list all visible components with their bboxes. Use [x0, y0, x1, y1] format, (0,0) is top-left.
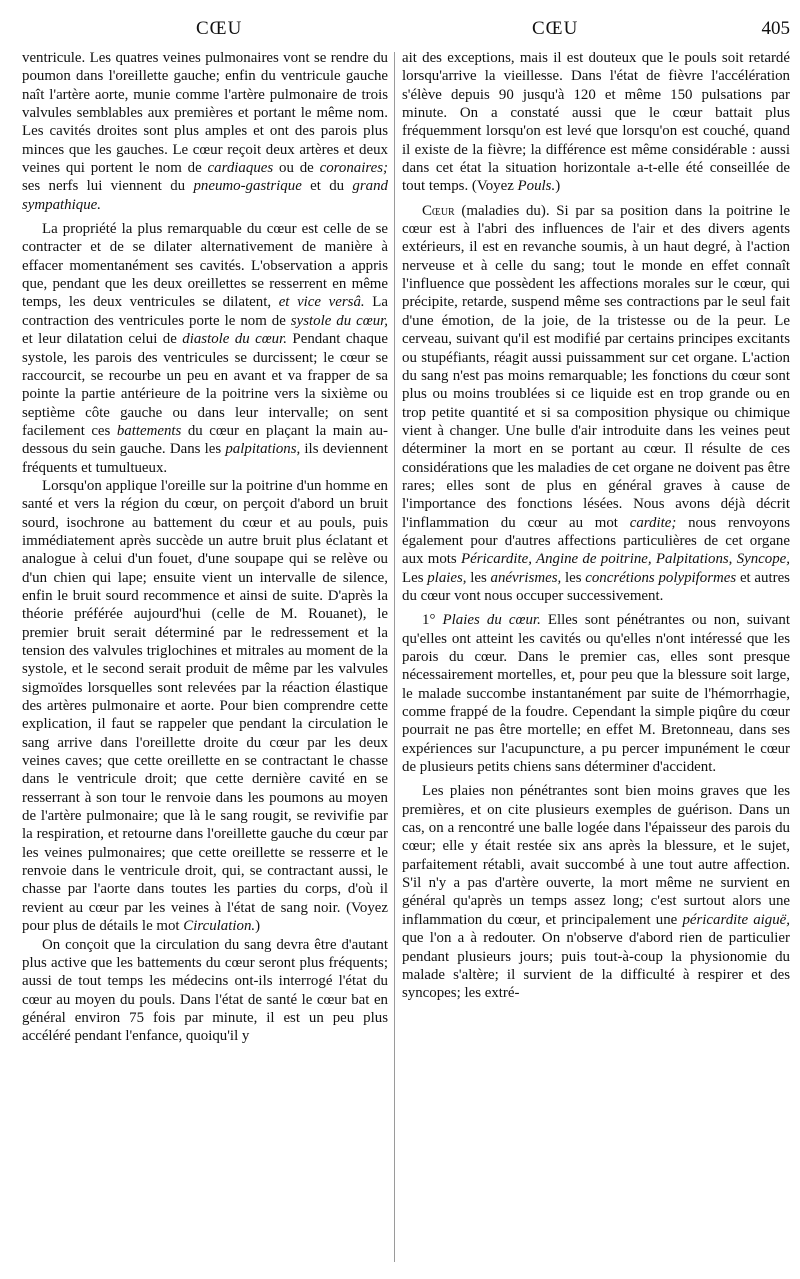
- right-paragraph-1: [402, 49, 790, 196]
- text-run: Les: [402, 569, 428, 586]
- term-circulation: Circulation.: [183, 918, 256, 935]
- term-pericardite-aigue: péricardite aiguë,: [682, 911, 790, 928]
- text-run: (maladies du). Si par sa position dans la poitrine le cœur est à l'abri des influences de l'air et des divers agents extérieurs, il est en revanche soumis, à un haut degré, à l'action nerveuse et à celle du sang; tout le monde en effet connaît l'influence que possèdent les affections morales sur le cœur, qui précipite, retarde, suspend même ses contractions par le seul fait d'une émotion, de la joie, de la tristesse ou de la peur. Le cerveau, suivant qu'il est modifié par certains principes excitants ou stupéfiants, réagit aussi puissamment sur cet organe. L'action du sang n'est pas moins remarquable; les fonctions du cœur sont plus ou moins troublées si ce liquide est en trop grande ou en trop petite quantité et si sa composition physique ou chimique vient à changer. Une bulle d'air introduite dans les veines peut déterminer la mort en se portant au cœur. Il résulte de ces considérations que les maladies de cet organe ne doivent pas être rares; elles sont de plus en général graves à cause de l'importance des fonctions lésées. Nous avons déjà décrit l'inflammation du cœur au mot: [402, 202, 790, 531]
- term-plaies: plaies,: [427, 569, 467, 586]
- term-vice-versa: et vice versâ.: [278, 294, 365, 311]
- text-run: Les plaies non pénétrantes sont bien moins graves que les premières, et on cite plusieurs exemples de guérison. Dans un cas, on a rencontré une balle logée dans l'épaisseur des parois du cœur; elle y était restée six ans après la blessure, et le sujet, parfaitement rétabli, avait succombé à une tout autre affection. S'il n'y a pas d'artère ouverte, la mort même ne survient en général qu'après un temps assez long; c'est surtout alors une inflammation du cœur, et principalement une: [402, 783, 790, 928]
- term-cardite: cardite;: [629, 514, 677, 531]
- text-run: ses nerfs lui viennent du: [22, 178, 194, 195]
- term-grand-sympathique: grand sympathique.: [22, 178, 388, 213]
- text-run: ventricule. Les quatres veines pulmonaires vont se rendre du poumon dans l'oreillette gauche; enfin du ventricule gauche naît l'artère aorte, munie comme l'artère pulmonaire de trois valvules semblables aux premières et portant le même nom. Les cavités droites sont plus amples et ont des parois plus minces que les gauches. Le cœur reçoit deux artères et deux veines qui portent le nom de: [22, 50, 388, 177]
- section-number: 1°: [422, 612, 443, 629]
- text-run: les: [466, 569, 491, 586]
- left-paragraph-4: On conçoit que la circulation du sang devra être d'autant plus active que les battements du cœur seront plus fréquents; aussi de tout temps les médecins ont-ils interrogé l'état du cœur au moyen du pouls. Dans l'état de santé le cœur bat en général environ 75 fois par minute, il est un peu plus accéléré pendant l'enfance, quoiqu'il y: [22, 936, 388, 1045]
- left-running-title: CŒU: [196, 18, 243, 39]
- text-run: et autres du cœur vont nous occuper successivement.: [402, 569, 790, 604]
- text-run: ils deviennent fréquents et tumultueux.: [22, 441, 389, 476]
- text-run: Lorsqu'on applique l'oreille sur la poitrine d'un homme en santé et vers la région du cœur, on perçoit d'abord un bruit sourd, isochrone au battement du cœur et au pouls, puis immédiatement après succède un autre bruit plus éclatant et analogue à celui d'un fouet, d'une soupape qui se relève ou d'un chien qui lape; ensuite vient un intervalle de silence, enfin le bruit sourd recommence et ainsi de suite. D'après la théorie préférée aujourd'hui (celle de M. Rouanet), le premier bruit serait déterminé par le redressement et la tension des valvules triglochines et mitrales au moment de la systole, et le second serait produit de même par les valvules sigmoïdes lorsquelles sont relevées par la réaction élastique des artères pulmonaire et aorte. Pour bien comprendre cette explication, il faut se rappeler que pendant la circulation le sang arrive dans l'oreillette droite du cœur par les deux veines caves; que cette oreillette en se contractant le chasse dans le ventricule droit; que cette dernière cavité en se resserrant à son tour le renvoie dans les poumons au moyen de l'artère pulmonaire; que là le sang rougit, se revivifie par la respiration, et retourne dans l'oreillette gauche du cœur par les veines pulmonaires; que cette oreillette se resserre et le renvoie dans le ventricule droit, qui, se contractant aussi, le chasse par l'aorte dans toutes les parties du corps, d'où il revient au cœur par les veines à l'état de sang noir. (Voyez pour plus de détails le mot: [22, 477, 388, 935]
- right-column: [402, 49, 790, 1003]
- term-palpitations: palpitations,: [225, 441, 301, 458]
- text-run: Pendant chaque systole, les parois des ventricules se durcissent; le cœur se raccourcit, se recourbe un peu en avant et va frapper de sa pointe la partie antérieure de la poitrine vers la sixième ou septième côte gauche ou dans leur intervalle; on sent facilement ces: [22, 331, 388, 439]
- text-run: et du: [301, 178, 353, 195]
- left-paragraph-2: [22, 220, 388, 477]
- subheading-plaies-du-coeur: Plaies du cœur.: [442, 612, 541, 629]
- term-coronaires: coronaires;: [319, 160, 388, 177]
- right-paragraph-3: [402, 611, 790, 776]
- term-anevrismes: anévrismes,: [490, 569, 562, 586]
- page-number: 405: [761, 18, 790, 39]
- text-run: La contraction des ventricules porte le nom de: [22, 294, 388, 329]
- text-run: ): [555, 178, 561, 195]
- text-run: Elles sont pénétrantes ou non, suivant qu'elles ont atteint les cavités ou qu'elles n'ont intéressé que les parois du cœur. Dans le premier cas, elles sont presque nécessairement mortelles, et, pour peu que la blessure soit large, le malade succombe instantanément par suite de l'hémorrhagie, comme frappé de la foudre. Cependant la simple piqûre du cœur pourrait ne pas être mortelle; en effet M. Bretonneau, dans ses expériences sur l'acupuncture, a pu percer impunément le cœur de plusieurs petits chiens sans déterminer d'accident.: [402, 612, 790, 776]
- text-run: du cœur en plaçant la main au-dessous du sein gauche. Dans les: [22, 422, 388, 458]
- entry-heading-coeur: Cœur: [422, 202, 455, 219]
- column-divider: [394, 52, 395, 1262]
- text-run: ait des exceptions, mais il est douteux que le pouls soit retardé lorsqu'arrive la vieillesse. Dans l'état de fièvre l'accélération s'élève depuis 90 jusqu'à 120 et même 150 pulsations par minute. On a constaté aussi que le cœur battait plus fréquemment lorsqu'on est levé que lorsqu'on est couché, quand il existe de la fièvre; la différence est même considérable : aussi dans cet état la situation horizontale a-t-elle été conseillée de tout temps. (Voyez: [402, 50, 790, 195]
- term-pouls: Pouls.: [517, 178, 556, 195]
- term-battements: battements: [116, 422, 182, 439]
- text-run: ): [255, 918, 261, 935]
- term-concretions: concrétions polypiformes: [585, 569, 737, 586]
- term-cardiaques: cardiaques: [207, 160, 274, 177]
- text-run: que l'on a à redouter. On n'observe d'abord rien de particulier pendant plusieurs jours; puis tout-à-coup la physionomie du malade s'altère; il survient de la difficulté à respirer et des syncopes; les extré-: [402, 930, 790, 1002]
- term-pneumo-gastrique: pneumo-gastrique: [193, 178, 302, 195]
- term-list: Péricardite, Angine de poitrine, Palpitations, Syncope,: [461, 551, 791, 568]
- left-paragraph-3: [22, 477, 388, 936]
- text-run: les: [561, 569, 586, 586]
- term-systole: systole du cœur,: [290, 312, 388, 329]
- left-paragraph-1: [22, 49, 388, 214]
- right-paragraph-4: [402, 782, 790, 1002]
- text-run: ou de: [273, 160, 320, 177]
- term-diastole: diastole du cœur.: [182, 331, 287, 348]
- right-paragraph-2: [402, 202, 790, 606]
- left-column: [22, 49, 388, 1046]
- text-run: nous renvoyons également pour d'autres affections particulières de cet organe aux mots: [402, 514, 790, 568]
- right-running-title: CŒU: [532, 18, 579, 39]
- running-head: [0, 18, 800, 42]
- text-run: et leur dilatation celui de: [22, 331, 183, 348]
- text-run: La propriété la plus remarquable du cœur est celle de se contracter et de se dilater alternativement de manière à effacer momentanément ses cavités. L'observation a appris que, pendant que les deux oreillettes se resserrent en même temps, les deux ventricules se dilatent,: [22, 221, 388, 311]
